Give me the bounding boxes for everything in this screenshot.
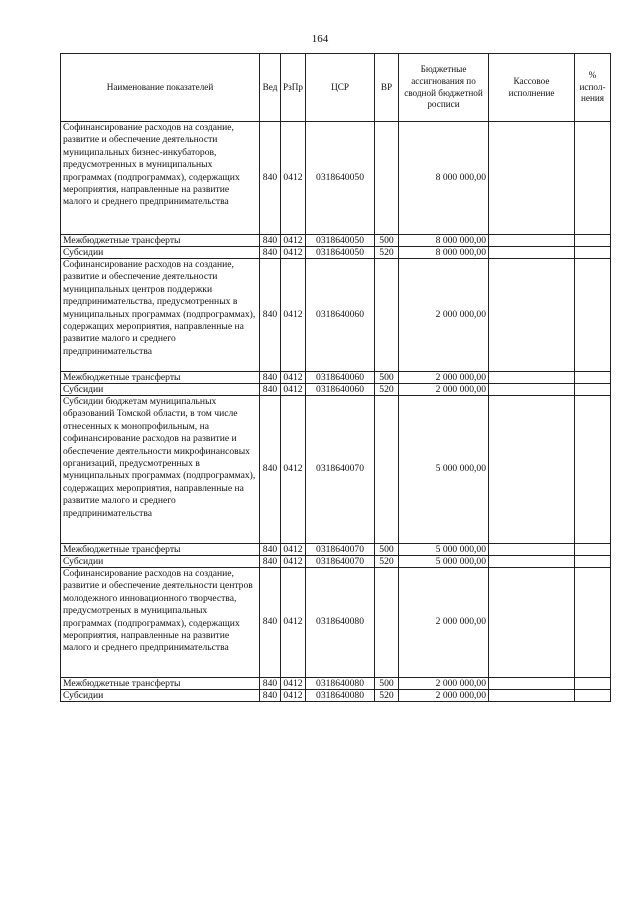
row-rzpr: 0412 bbox=[281, 678, 306, 690]
row-ved: 840 bbox=[260, 568, 281, 678]
row-vr: 520 bbox=[375, 247, 399, 259]
table-header-row bbox=[61, 54, 611, 122]
table-row bbox=[61, 690, 611, 702]
row-csr: 0318640060 bbox=[306, 259, 375, 372]
row-assignment: 5 000 000,00 bbox=[399, 556, 489, 568]
row-cash bbox=[489, 678, 575, 690]
table-row bbox=[61, 678, 611, 690]
row-csr: 0318640060 bbox=[306, 372, 375, 384]
row-name: Субсидии bbox=[61, 247, 260, 259]
row-name: Субсидии бюджетам муниципальных образований Томской области, в том числе отнесенных к монопрофильным, на софинансирование расходов на развитие и обеспечение деятельности микрофинансовых организаций, предусмотренных в муниципальных программах (подпрограммах), содержащих мероприятия, направленные на развитие малого и среднего предпринимательства bbox=[61, 396, 260, 544]
row-percent bbox=[575, 247, 611, 259]
row-assignment: 2 000 000,00 bbox=[399, 372, 489, 384]
row-ved: 840 bbox=[260, 396, 281, 544]
row-rzpr: 0412 bbox=[281, 568, 306, 678]
row-vr: 500 bbox=[375, 235, 399, 247]
row-assignment: 8 000 000,00 bbox=[399, 122, 489, 235]
row-ved: 840 bbox=[260, 678, 281, 690]
row-assignment: 5 000 000,00 bbox=[399, 396, 489, 544]
row-vr bbox=[375, 568, 399, 678]
header-name: Наименование показателей bbox=[61, 54, 260, 122]
table-row bbox=[61, 396, 611, 544]
budget-table bbox=[60, 53, 611, 702]
header-vr: ВР bbox=[375, 54, 399, 122]
row-percent bbox=[575, 556, 611, 568]
row-cash bbox=[489, 247, 575, 259]
row-name: Межбюджетные трансферты bbox=[61, 544, 260, 556]
row-name: Софинансирование расходов на создание, развитие и обеспечение деятельности муниципальных бизнес-инкубаторов, предусмотренных в муниципальных программах (подпрограммах), содержащих мероприятия, направленные на развитие малого и среднего предпринимательства bbox=[61, 122, 260, 235]
table-row bbox=[61, 568, 611, 678]
row-vr: 500 bbox=[375, 678, 399, 690]
row-ved: 840 bbox=[260, 122, 281, 235]
row-cash bbox=[489, 384, 575, 396]
header-assignments: Бюджетные ассигнования по сводной бюджетной росписи bbox=[399, 54, 489, 122]
row-vr: 500 bbox=[375, 372, 399, 384]
row-name: Софинансирование расходов на создание, развитие и обеспечение деятельности центров молодежного инновационного творчества, предусмотреных в муниципальных программах (подпрограммах), содержащих мероприятия, направленные на развитие малого и среднего предпринимательства bbox=[61, 568, 260, 678]
header-percent-execution: % испол-нения bbox=[575, 54, 611, 122]
row-cash bbox=[489, 122, 575, 235]
row-name: Межбюджетные трансферты bbox=[61, 678, 260, 690]
table-row bbox=[61, 384, 611, 396]
row-ved: 840 bbox=[260, 556, 281, 568]
row-name: Межбюджетные трансферты bbox=[61, 235, 260, 247]
row-ved: 840 bbox=[260, 247, 281, 259]
page-number: 164 bbox=[311, 33, 329, 45]
row-csr: 0318640050 bbox=[306, 235, 375, 247]
row-assignment: 2 000 000,00 bbox=[399, 690, 489, 702]
row-csr: 0318640050 bbox=[306, 247, 375, 259]
table-row bbox=[61, 122, 611, 235]
row-ved: 840 bbox=[260, 544, 281, 556]
row-percent bbox=[575, 259, 611, 372]
row-rzpr: 0412 bbox=[281, 384, 306, 396]
row-name: Субсидии bbox=[61, 690, 260, 702]
row-vr bbox=[375, 122, 399, 235]
row-csr: 0318640070 bbox=[306, 556, 375, 568]
row-vr: 520 bbox=[375, 556, 399, 568]
row-assignment: 8 000 000,00 bbox=[399, 247, 489, 259]
table-row bbox=[61, 259, 611, 372]
row-cash bbox=[489, 556, 575, 568]
row-ved: 840 bbox=[260, 259, 281, 372]
row-percent bbox=[575, 384, 611, 396]
row-name: Софинансирование расходов на создание, развитие и обеспечение деятельности муниципальных центров поддержки предпринимательства, предусмотренных в муниципальных программах (подпрограммах), содержащих мероприятия, направленные на развитие малого и среднего предпринимательства bbox=[61, 259, 260, 372]
row-vr: 520 bbox=[375, 384, 399, 396]
row-percent bbox=[575, 372, 611, 384]
row-vr: 500 bbox=[375, 544, 399, 556]
row-assignment: 5 000 000,00 bbox=[399, 544, 489, 556]
row-csr: 0318640050 bbox=[306, 122, 375, 235]
row-vr: 520 bbox=[375, 690, 399, 702]
header-ved: Вед bbox=[260, 54, 281, 122]
header-cash-execution: Кассовое исполнение bbox=[489, 54, 575, 122]
header-rzpr: РзПр bbox=[281, 54, 306, 122]
row-rzpr: 0412 bbox=[281, 122, 306, 235]
header-csr: ЦСР bbox=[306, 54, 375, 122]
row-cash bbox=[489, 235, 575, 247]
row-csr: 0318640080 bbox=[306, 678, 375, 690]
table-row bbox=[61, 235, 611, 247]
row-csr: 0318640080 bbox=[306, 690, 375, 702]
row-percent bbox=[575, 122, 611, 235]
row-vr bbox=[375, 396, 399, 544]
row-percent bbox=[575, 690, 611, 702]
row-rzpr: 0412 bbox=[281, 690, 306, 702]
row-csr: 0318640070 bbox=[306, 396, 375, 544]
row-csr: 0318640070 bbox=[306, 544, 375, 556]
row-ved: 840 bbox=[260, 384, 281, 396]
row-cash bbox=[489, 259, 575, 372]
row-ved: 840 bbox=[260, 690, 281, 702]
row-name: Межбюджетные трансферты bbox=[61, 372, 260, 384]
row-cash bbox=[489, 544, 575, 556]
row-cash bbox=[489, 690, 575, 702]
row-assignment: 2 000 000,00 bbox=[399, 384, 489, 396]
row-assignment: 2 000 000,00 bbox=[399, 568, 489, 678]
row-rzpr: 0412 bbox=[281, 544, 306, 556]
row-cash bbox=[489, 372, 575, 384]
row-percent bbox=[575, 678, 611, 690]
row-csr: 0318640060 bbox=[306, 384, 375, 396]
row-cash bbox=[489, 396, 575, 544]
row-rzpr: 0412 bbox=[281, 556, 306, 568]
table-row bbox=[61, 372, 611, 384]
row-rzpr: 0412 bbox=[281, 396, 306, 544]
row-percent bbox=[575, 396, 611, 544]
row-assignment: 2 000 000,00 bbox=[399, 259, 489, 372]
row-rzpr: 0412 bbox=[281, 372, 306, 384]
row-ved: 840 bbox=[260, 372, 281, 384]
row-assignment: 2 000 000,00 bbox=[399, 678, 489, 690]
table-row bbox=[61, 544, 611, 556]
row-assignment: 8 000 000,00 bbox=[399, 235, 489, 247]
row-percent bbox=[575, 544, 611, 556]
row-csr: 0318640080 bbox=[306, 568, 375, 678]
row-vr bbox=[375, 259, 399, 372]
row-rzpr: 0412 bbox=[281, 259, 306, 372]
row-rzpr: 0412 bbox=[281, 247, 306, 259]
row-percent bbox=[575, 235, 611, 247]
table-row bbox=[61, 247, 611, 259]
row-cash bbox=[489, 568, 575, 678]
table-row bbox=[61, 556, 611, 568]
row-rzpr: 0412 bbox=[281, 235, 306, 247]
row-name: Субсидии bbox=[61, 556, 260, 568]
row-name: Субсидии bbox=[61, 384, 260, 396]
row-percent bbox=[575, 568, 611, 678]
row-ved: 840 bbox=[260, 235, 281, 247]
